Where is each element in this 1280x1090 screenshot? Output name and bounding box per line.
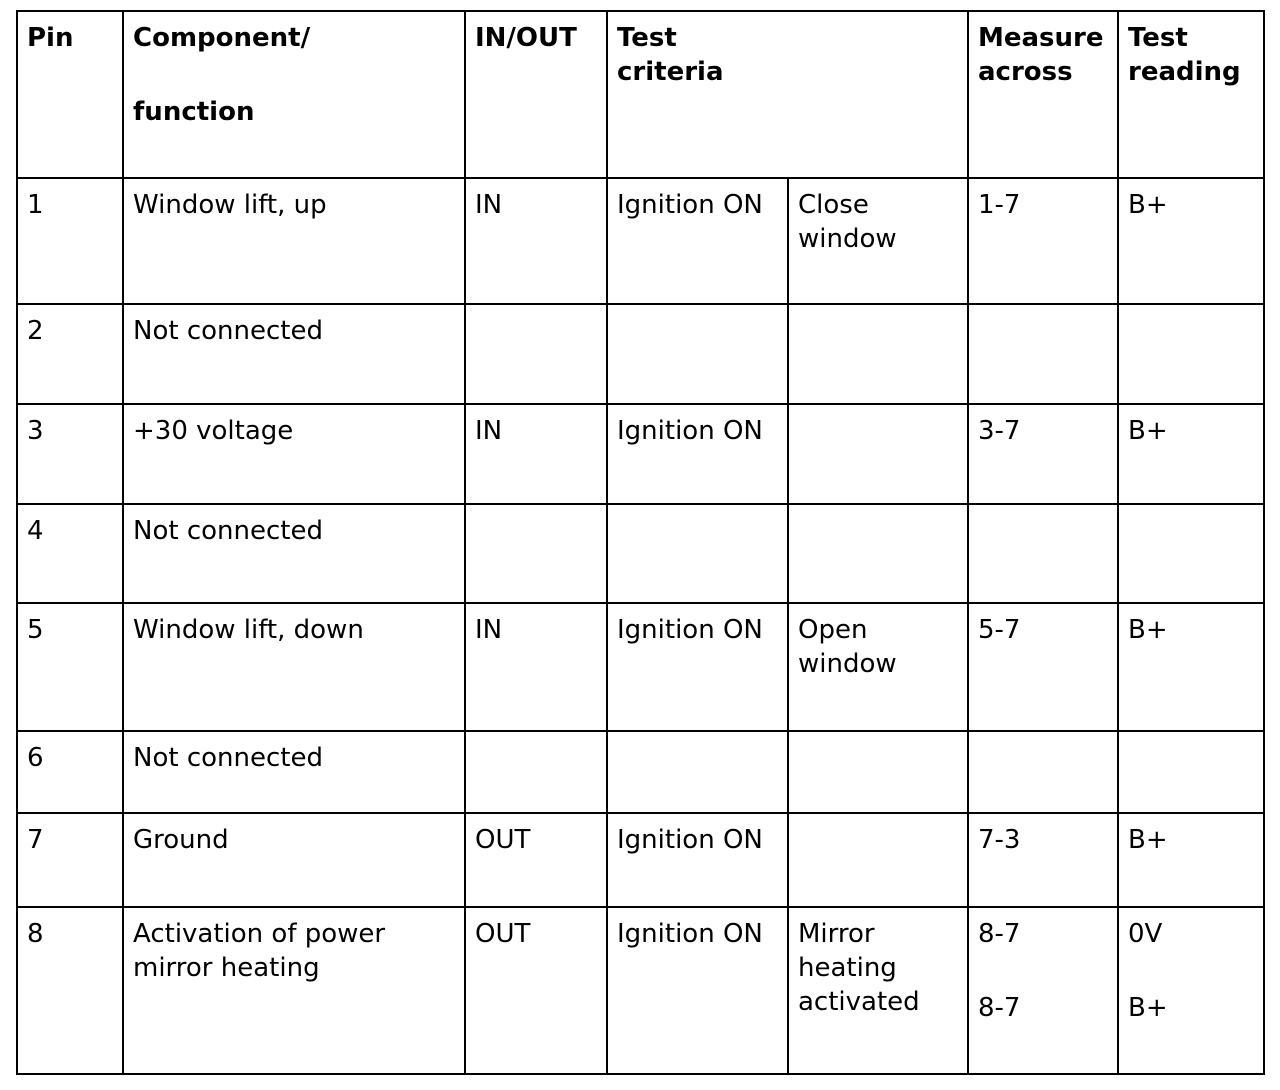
- inout-cell: IN: [465, 603, 607, 731]
- table-row: [17, 907, 1264, 1074]
- pin-cell: 4: [17, 504, 123, 603]
- measure-cell: 1-7: [968, 178, 1118, 304]
- condition-cell: Mirror heating activated: [788, 907, 968, 1074]
- component-cell: Activation of power mirror heating: [123, 907, 465, 1074]
- condition-cell: [788, 813, 968, 907]
- reading-cell: 0V B+: [1118, 907, 1264, 1074]
- measure-cell: 3-7: [968, 404, 1118, 504]
- pin-cell: 2: [17, 304, 123, 404]
- inout-cell: [465, 504, 607, 603]
- header-test-reading: Test reading: [1118, 11, 1264, 178]
- component-cell: Not connected: [123, 504, 465, 603]
- table-row: [17, 504, 1264, 603]
- condition-cell: [788, 731, 968, 813]
- pin-cell: 8: [17, 907, 123, 1074]
- table-row: [17, 404, 1264, 504]
- table-row: [17, 178, 1264, 304]
- pin-cell: 3: [17, 404, 123, 504]
- component-cell: +30 voltage: [123, 404, 465, 504]
- condition-cell: Close window: [788, 178, 968, 304]
- pin-cell: 1: [17, 178, 123, 304]
- header-component: Component/ function: [123, 11, 465, 178]
- reading-cell: B+: [1118, 404, 1264, 504]
- inout-cell: IN: [465, 404, 607, 504]
- header-pin: Pin: [17, 11, 123, 178]
- component-cell: Window lift, down: [123, 603, 465, 731]
- measure-cell: 5-7: [968, 603, 1118, 731]
- pin-cell: 7: [17, 813, 123, 907]
- table-row: [17, 731, 1264, 813]
- measure-cell: [968, 731, 1118, 813]
- criteria-cell: Ignition ON: [607, 813, 788, 907]
- inout-cell: [465, 731, 607, 813]
- reading-cell: [1118, 304, 1264, 404]
- inout-cell: [465, 304, 607, 404]
- table-row: [17, 813, 1264, 907]
- header-measure-across: Measure across: [968, 11, 1118, 178]
- header-test-criteria: Test criteria: [607, 11, 968, 178]
- criteria-cell: [607, 731, 788, 813]
- measure-cell: 8-7 8-7: [968, 907, 1118, 1074]
- condition-cell: [788, 404, 968, 504]
- condition-cell: [788, 304, 968, 404]
- reading-cell: [1118, 731, 1264, 813]
- component-cell: Not connected: [123, 304, 465, 404]
- table-row: [17, 603, 1264, 731]
- header-inout: IN/OUT: [465, 11, 607, 178]
- component-cell: Window lift, up: [123, 178, 465, 304]
- inout-cell: OUT: [465, 813, 607, 907]
- condition-cell: [788, 504, 968, 603]
- measure-cell: 7-3: [968, 813, 1118, 907]
- criteria-cell: [607, 304, 788, 404]
- header-row: [17, 11, 1264, 178]
- inout-cell: OUT: [465, 907, 607, 1074]
- criteria-cell: [607, 504, 788, 603]
- reading-cell: B+: [1118, 178, 1264, 304]
- measure-cell: [968, 304, 1118, 404]
- criteria-cell: Ignition ON: [607, 603, 788, 731]
- component-cell: Not connected: [123, 731, 465, 813]
- pin-assignment-table: [16, 10, 1265, 1075]
- table-row: [17, 304, 1264, 404]
- reading-cell: B+: [1118, 813, 1264, 907]
- reading-cell: B+: [1118, 603, 1264, 731]
- criteria-cell: Ignition ON: [607, 178, 788, 304]
- criteria-cell: Ignition ON: [607, 404, 788, 504]
- pin-cell: 5: [17, 603, 123, 731]
- condition-cell: Open window: [788, 603, 968, 731]
- pin-cell: 6: [17, 731, 123, 813]
- component-cell: Ground: [123, 813, 465, 907]
- inout-cell: IN: [465, 178, 607, 304]
- measure-cell: [968, 504, 1118, 603]
- reading-cell: [1118, 504, 1264, 603]
- criteria-cell: Ignition ON: [607, 907, 788, 1074]
